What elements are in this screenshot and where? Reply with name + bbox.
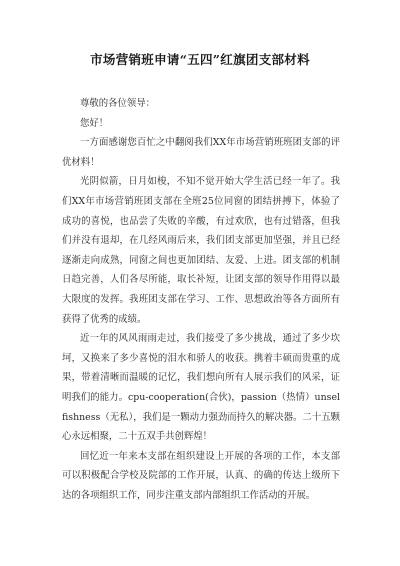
paragraph-thanks: 一方面感谢您百忙之中翻阅我们XX年市场营销班班团支部的评优材料！ [62, 137, 340, 168]
paragraph-achievements: 近一年的风风雨雨走过，我们接受了多少挑战，通过了多少坎坷，又换来了多少喜悦的泪水和骄人的收获。携着丰硕而贵重的成果，带着清晰而温暖的记忆，我们想向所有人展示我们的风采，证明我们的能力。cpu-cooperation(合伙)，passion（热情）unselfishness（无私），我们是一颗动力强劲而持久的解决器。二十五颗心永远相聚，二十五双手共创辉煌！ [62, 333, 340, 443]
salutation: 尊敬的各位领导： [80, 98, 156, 109]
greeting: 您好！ [80, 117, 109, 129]
document-body [62, 94, 340, 505]
paragraph-organization: 回忆近一年来本支部在组织建设上开展的各项的工作，本支部可以积极配合学校及院部的工作开展，认真、的确的传达上级所下达的各项组织工作，同步注重支部内部组织工作活动的开展。 [62, 450, 340, 501]
paragraph-introduction: 光阴似箭，日月如梭，不知不觉开始大学生活已经一年了。我们XX年市场营销班团支部在全班25位同窗的团结拼搏下，体验了成功的喜悦，也品尝了失败的辛酸，有过欢欣，也有过错落，但我们并没有退却，在几经风雨后来，我们团支部更加坚强，并且已经逐渐走向成熟，同窗之间也更加团结、友爱、上进。团支部的机制日趋完善，人们各尽所能，取长补短，让团支部的领导作用得以最大限度的发挥。我班团支部在学习、工作、思想政治等各方面所有获得了优秀的成绩。 [62, 176, 340, 325]
document-title: 市场营销班申请“五四”红旗团支部材料 [90, 52, 310, 67]
